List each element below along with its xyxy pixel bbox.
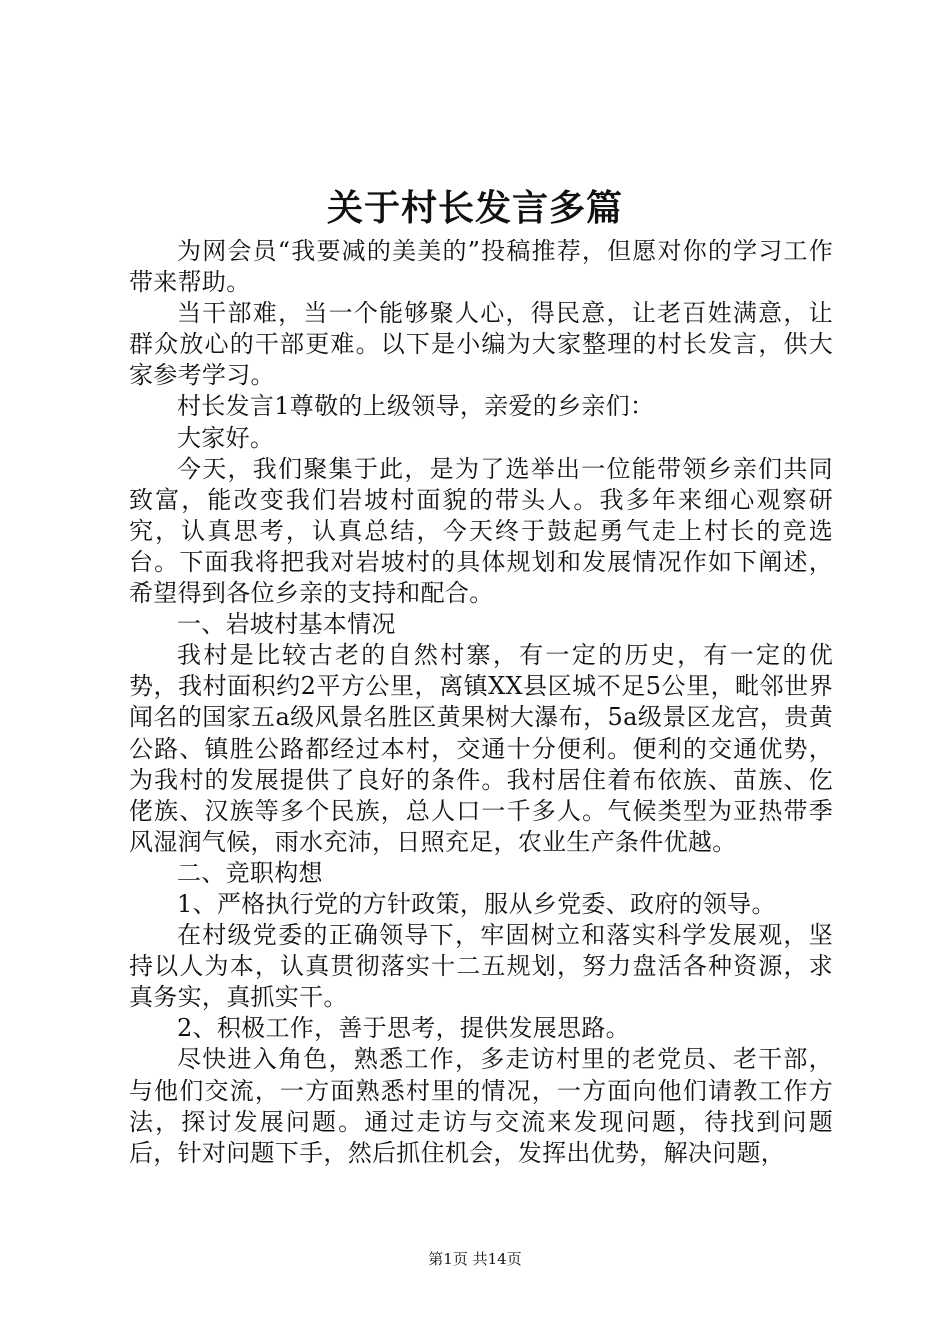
- paragraph-policy: 在村级党委的正确领导下，牢固树立和落实科学发展观，坚持以人为本，认真贯彻落实十二五规划，努力盘活各种资源，求真务实，真抓实干。: [129, 921, 833, 1012]
- section-heading-2: 二、竞职构想: [177, 858, 323, 887]
- subheading-1: 1、严格执行党的方针政策，服从乡党委、政府的领导。: [177, 889, 776, 918]
- paragraph-intro: 为网会员“我要减的美美的”投稿推荐，但愿对你的学习工作带来帮助。: [129, 237, 833, 297]
- paragraph-work: 尽快进入角色，熟悉工作，多走访村里的老党员、老干部，与他们交流，一方面熟悉村里的情况，一方面向他们请教工作方法，探讨发展问题。通过走访与交流来发现问题，待找到问题后，针对问题下手，然后抓住机会，发挥出优势，解决问题，: [129, 1045, 833, 1167]
- document-title: 关于村长发言多篇: [326, 187, 623, 229]
- paragraph-preface: 当干部难，当一个能够聚人心，得民意，让老百姓满意，让群众放心的干部更难。以下是小编为大家整理的村长发言，供大家参考学习。: [129, 299, 833, 390]
- page-footer: 第1页 共14页: [428, 1250, 522, 1268]
- paragraph-hello: 大家好。: [177, 423, 275, 452]
- document-body: [129, 236, 833, 1169]
- paragraph-village-info: 我村是比较古老的自然村寨，有一定的历史，有一定的优势，我村面积约2平方公里，离镇XX县区城不足5公里，毗邻世界闻名的国家五a级风景名胜区黄果树大瀑布，5a级景区龙宫，贵黄公路、镇胜公路都经过本村，交通十分便利。便利的交通优势，为我村的发展提供了良好的条件。我村居住着布依族、苗族、仡佬族、汉族等多个民族，总人口一千多人。气候类型为亚热带季风湿润气候，雨水充沛，日照充足，农业生产条件优越。: [129, 641, 833, 856]
- paragraph-opening: 今天，我们聚集于此，是为了选举出一位能带领乡亲们共同致富，能改变我们岩坡村面貌的带头人。我多年来细心观察研究，认真思考，认真总结，今天终于鼓起勇气走上村长的竞选台。下面我将把我对岩坡村的具体规划和发展情况作如下阐述，希望得到各位乡亲的支持和配合。: [129, 454, 833, 608]
- paragraph-greeting: 村长发言1尊敬的上级领导，亲爱的乡亲们：: [177, 392, 655, 421]
- section-heading-1: 一、岩坡村基本情况: [177, 610, 396, 639]
- subheading-2: 2、积极工作，善于思考，提供发展思路。: [177, 1014, 630, 1043]
